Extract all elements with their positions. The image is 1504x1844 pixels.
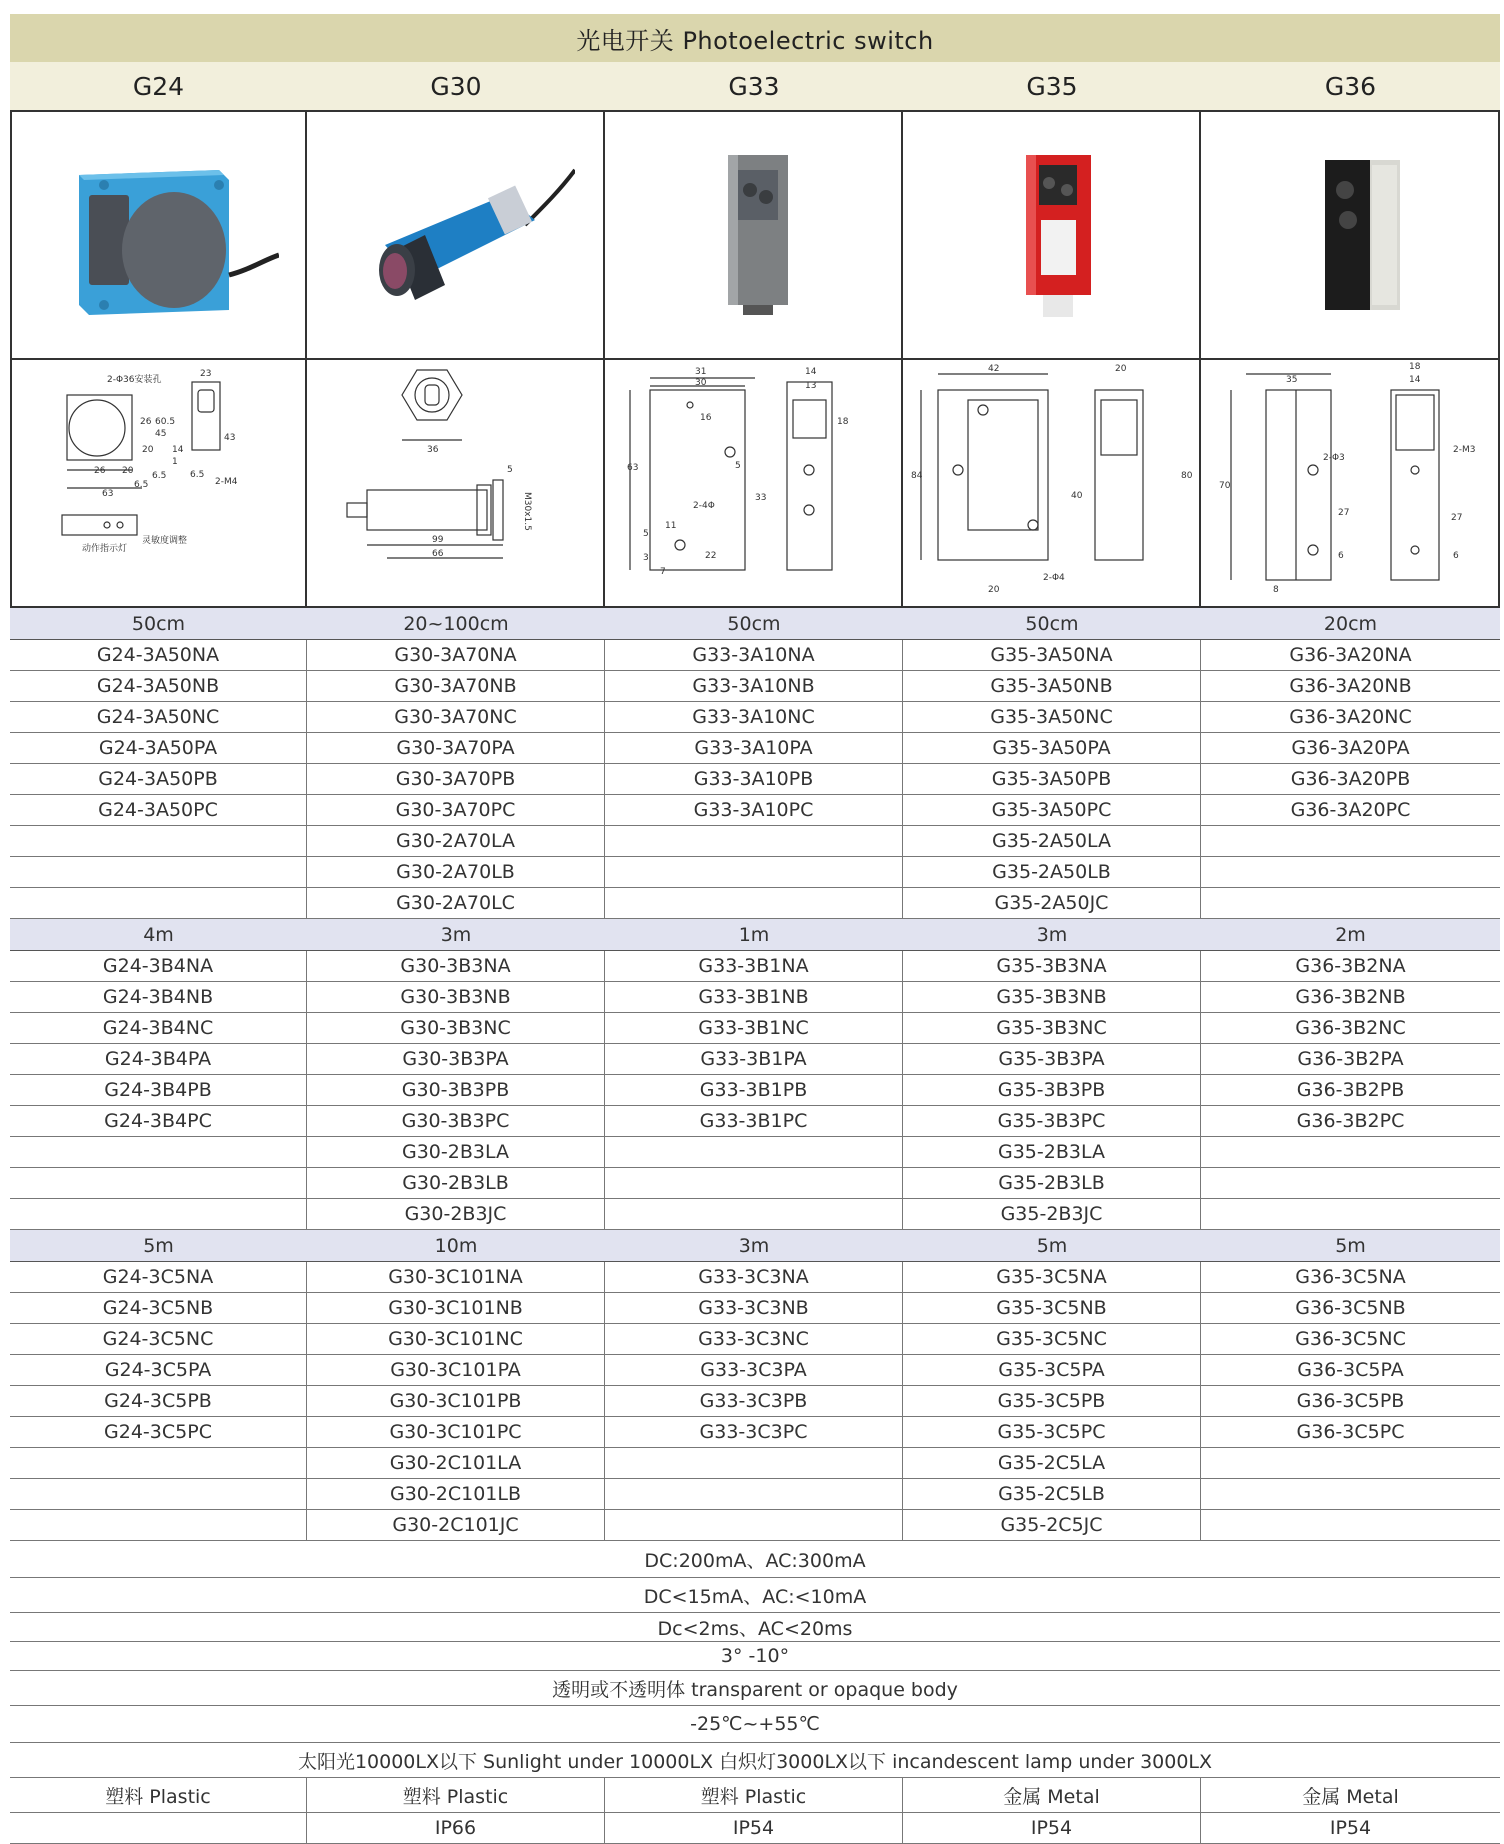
product-photo-g36	[1201, 112, 1500, 358]
spec-ambient-light: 太阳光10000LX以下 Sunlight under 10000LX 白炽灯3000LX以下 incandescent lamp under 3000LX	[10, 1743, 1500, 1778]
model-cell: G36-3B2PA	[1297, 1048, 1404, 1070]
model-cell: G30-3A70PC	[307, 795, 605, 825]
model-cell: G36-3B2NA	[1295, 955, 1406, 977]
model-cell: G35-3C5PA	[903, 1355, 1201, 1385]
model-cell: G24-3B4PA	[10, 1044, 307, 1074]
protection-cell: IP54	[605, 1813, 903, 1843]
table-row	[10, 1479, 1500, 1510]
dim-label: 14	[805, 367, 817, 377]
protection-cell: IP54	[903, 1813, 1201, 1843]
table-row	[10, 1137, 1500, 1168]
model-cell: G35-2C5LB	[903, 1479, 1201, 1509]
dimension-drawing-g35	[903, 360, 1201, 606]
model-cell: G35-2A50JC	[903, 888, 1201, 918]
table-row	[10, 1448, 1500, 1479]
dim-label: 22	[705, 551, 717, 561]
model-cell	[1201, 826, 1500, 856]
dim-label: 2-4Φ	[693, 501, 715, 511]
dim-label: 43	[224, 433, 236, 443]
model-cell: G35-3B3NC	[903, 1013, 1201, 1043]
model-cell: G35-3C5NB	[903, 1293, 1201, 1323]
table-row	[10, 671, 1500, 702]
spec-sheet	[10, 14, 1500, 1844]
range-row	[10, 919, 1500, 951]
model-cell: G36-3A20NC	[1289, 706, 1412, 728]
spec-target: 透明或不透明体 transparent or opaque body	[10, 1671, 1500, 1706]
model-cell	[605, 857, 903, 887]
model-cell	[10, 1199, 307, 1229]
table-row	[10, 1293, 1500, 1324]
model-cell	[1201, 1168, 1500, 1198]
dim-label: 20	[1115, 364, 1127, 374]
dim-label: 18	[1409, 362, 1421, 372]
model-cell: G30-3B3NC	[307, 1013, 605, 1043]
model-cell: G30-3A70PA	[307, 733, 605, 763]
model-cell: G24-3A50PA	[10, 733, 307, 763]
protection-cell: IP66	[307, 1813, 605, 1843]
model-cell: G33-3A10PB	[605, 764, 903, 794]
model-cell: G33-3A10NA	[605, 640, 903, 670]
table-row	[10, 1106, 1500, 1137]
model-cell: G33-3B1PC	[605, 1106, 903, 1136]
product-photo-g30	[307, 112, 605, 358]
model-cell: G35-3A50NC	[903, 702, 1201, 732]
dim-label: 40	[1071, 491, 1083, 501]
model-cell: G24-3B4NA	[10, 951, 307, 981]
model-cell: G36-3A20NB	[1289, 675, 1412, 697]
dim-label: 16	[700, 413, 712, 423]
model-cell	[1201, 857, 1500, 887]
dim-label: 31	[695, 367, 707, 377]
dim-label: 80	[1181, 471, 1193, 481]
material-cell: 塑料 Plastic	[307, 1778, 605, 1812]
product-photo-g35	[903, 112, 1201, 358]
model-cell: G36-3B2NC	[1295, 1017, 1406, 1039]
model-cell: G24-3A50NA	[10, 640, 307, 670]
table-row	[10, 1510, 1500, 1541]
model-header: G30	[430, 71, 482, 101]
material-cell: 塑料 Plastic	[10, 1778, 307, 1812]
model-cell: G36-3C5NB	[1295, 1297, 1406, 1319]
spec-temperature: -25℃~+55℃	[10, 1706, 1500, 1743]
table-row	[10, 951, 1500, 982]
model-cell	[605, 1168, 903, 1198]
model-cell: G33-3B1NA	[605, 951, 903, 981]
model-cell	[10, 1448, 307, 1478]
model-cell: G30-3A70NA	[307, 640, 605, 670]
model-cell	[605, 1137, 903, 1167]
dimension-drawing-g33	[605, 360, 903, 606]
model-cell: G30-3A70NB	[307, 671, 605, 701]
range-cell: 4m	[143, 923, 174, 946]
range-cell: 3m	[440, 923, 472, 946]
model-cell: G36-3C5PA	[1297, 1359, 1404, 1381]
model-cell: G30-3A70NC	[307, 702, 605, 732]
model-cell: G36-3C5PB	[1296, 1390, 1405, 1412]
table-row	[10, 1044, 1500, 1075]
model-cell: G33-3C3NB	[605, 1293, 903, 1323]
model-cell: G30-3B3NA	[307, 951, 605, 981]
material-cell: 金属 Metal	[903, 1778, 1201, 1812]
model-cell: G30-3C101NB	[307, 1293, 605, 1323]
model-cell	[10, 1168, 307, 1198]
dim-label: 8	[1273, 585, 1279, 595]
model-cell: G24-3C5NB	[10, 1293, 307, 1323]
model-cell: G35-3C5NA	[903, 1262, 1201, 1292]
model-cell: G30-3B3PA	[307, 1044, 605, 1074]
model-cell	[1201, 1448, 1500, 1478]
model-cell: G30-2A70LB	[307, 857, 605, 887]
model-cell: G33-3A10PA	[605, 733, 903, 763]
model-cell: G30-3C101PA	[307, 1355, 605, 1385]
model-cell	[605, 1448, 903, 1478]
model-cell: G33-3B1NC	[605, 1013, 903, 1043]
model-cell: G24-3B4PC	[10, 1106, 307, 1136]
table-row	[10, 1386, 1500, 1417]
model-cell: G24-3C5PC	[10, 1417, 307, 1447]
model-cell: G24-3C5NA	[10, 1262, 307, 1292]
range-cell: 50cm	[131, 612, 186, 635]
range-cell: 5m	[143, 1234, 174, 1257]
model-header-row	[10, 62, 1500, 110]
range-cell: 5m	[1036, 1234, 1068, 1257]
material-cell: 金属 Metal	[1302, 1785, 1399, 1808]
table-row	[10, 1355, 1500, 1386]
range-cell: 2m	[1335, 923, 1366, 946]
model-cell: G24-3A50PB	[10, 764, 307, 794]
table-row	[10, 1199, 1500, 1230]
model-cell: G24-3B4NB	[10, 982, 307, 1012]
model-cell: G35-3A50PA	[903, 733, 1201, 763]
model-cell: G24-3B4NC	[10, 1013, 307, 1043]
model-cell: G33-3A10PC	[605, 795, 903, 825]
model-cell: G33-3C3NA	[605, 1262, 903, 1292]
dim-label: 26	[94, 466, 106, 476]
dim-label: 2-M3	[1453, 445, 1476, 455]
model-cell: G24-3C5NC	[10, 1324, 307, 1354]
model-cell: G30-3C101PC	[307, 1417, 605, 1447]
model-cell: G36-3B2PB	[1296, 1079, 1405, 1101]
model-cell: G35-3B3PB	[903, 1075, 1201, 1105]
model-cell: G35-2B3LB	[903, 1168, 1201, 1198]
dim-label: 11	[665, 521, 677, 531]
model-cell: G35-3C5NC	[903, 1324, 1201, 1354]
model-cell	[10, 1479, 307, 1509]
range-cell: 1m	[738, 923, 770, 946]
model-cell	[605, 1199, 903, 1229]
dim-label: 6.5	[152, 471, 167, 481]
table-row	[10, 1013, 1500, 1044]
dim-label: 13	[805, 381, 817, 391]
dim-label: 35	[1286, 375, 1298, 385]
dim-label: 70	[1219, 481, 1231, 491]
model-cell: G24-3C5PB	[10, 1386, 307, 1416]
model-cell: G36-3C5PC	[1296, 1421, 1405, 1443]
table-row	[10, 733, 1500, 764]
model-cell: G36-3B2PC	[1296, 1110, 1405, 1132]
dim-label: 84	[911, 471, 923, 481]
table-row	[10, 702, 1500, 733]
model-cell: G35-3B3PA	[903, 1044, 1201, 1074]
model-cell: G33-3C3PC	[605, 1417, 903, 1447]
dim-label: 33	[755, 493, 767, 503]
model-cell	[1201, 1510, 1500, 1540]
product-photo-g24	[10, 112, 307, 358]
dim-label: 5	[735, 461, 741, 471]
model-header: G24	[132, 71, 185, 101]
model-cell: G35-3A50NB	[903, 671, 1201, 701]
dim-label: 60.5	[155, 417, 176, 427]
model-cell	[10, 888, 307, 918]
model-cell: G30-2B3LB	[307, 1168, 605, 1198]
model-cell	[1201, 1137, 1500, 1167]
model-cell: G35-2C5LA	[903, 1448, 1201, 1478]
dim-label: 5	[643, 529, 649, 539]
spec-leakage-current: DC<15mA、AC:<10mA	[10, 1578, 1500, 1613]
protection-cell	[10, 1813, 307, 1843]
dim-label: 66	[432, 549, 444, 559]
model-cell: G30-3B3NB	[307, 982, 605, 1012]
table-row	[10, 795, 1500, 826]
model-cell: G36-3A20NA	[1289, 644, 1412, 666]
model-cell: G33-3C3PB	[605, 1386, 903, 1416]
model-cell: G33-3C3NC	[605, 1324, 903, 1354]
model-cell: G30-3C101PB	[307, 1386, 605, 1416]
model-cell: G30-2C101LB	[307, 1479, 605, 1509]
dim-label: M30x1.5	[522, 492, 532, 531]
model-cell: G36-3C5NC	[1295, 1328, 1406, 1350]
range-cell: 20~100cm	[403, 612, 509, 635]
dim-label: 2-Φ36安装孔	[107, 375, 162, 385]
model-cell	[605, 1479, 903, 1509]
dim-label: 20	[122, 466, 134, 476]
model-cell: G30-2B3JC	[307, 1199, 605, 1229]
model-cell: G33-3A10NB	[605, 671, 903, 701]
model-cell: G24-3A50PC	[10, 795, 307, 825]
model-cell: G35-2A50LB	[903, 857, 1201, 887]
model-cell: G24-3B4PB	[10, 1075, 307, 1105]
dim-label: 7	[660, 567, 666, 577]
product-photo-row	[10, 110, 1500, 360]
range-cell: 3m	[738, 1234, 770, 1257]
model-cell: G36-3A20PB	[1290, 768, 1411, 790]
range-cell: 50cm	[1025, 612, 1079, 635]
model-cell: G35-3A50PB	[903, 764, 1201, 794]
model-cell: G33-3A10NC	[605, 702, 903, 732]
model-cell: G35-3A50PC	[903, 795, 1201, 825]
table-row	[10, 1168, 1500, 1199]
dim-label: 2-Φ3	[1323, 453, 1345, 463]
model-header: G33	[728, 71, 780, 101]
range-cell: 5m	[1335, 1234, 1366, 1257]
table-row	[10, 982, 1500, 1013]
model-cell: G35-3B3PC	[903, 1106, 1201, 1136]
model-cell: G30-2B3LA	[307, 1137, 605, 1167]
protection-row	[10, 1813, 1500, 1844]
model-header: G35	[1026, 71, 1078, 101]
model-cell: G35-2B3JC	[903, 1199, 1201, 1229]
dim-label: 23	[200, 369, 212, 379]
spec-output-current: DC:200mA、AC:300mA	[10, 1541, 1500, 1578]
model-cell: G30-2C101JC	[307, 1510, 605, 1540]
model-cell: G36-3A20PC	[1290, 799, 1411, 821]
model-cell: G33-3B1PB	[605, 1075, 903, 1105]
dim-label: 18	[837, 417, 849, 427]
dim-label: 42	[988, 364, 1000, 374]
dim-label: 63	[627, 463, 639, 473]
model-cell: G33-3B1PA	[605, 1044, 903, 1074]
model-cell: G33-3B1NB	[605, 982, 903, 1012]
material-row	[10, 1778, 1500, 1813]
dim-label: 27	[1451, 513, 1463, 523]
dimension-drawing-g24	[10, 360, 307, 606]
model-cell: G35-3C5PB	[903, 1386, 1201, 1416]
model-cell: G30-3B3PB	[307, 1075, 605, 1105]
page-title: 光电开关 Photoelectric switch	[10, 14, 1500, 62]
dim-label: 灵敏度调整	[142, 536, 188, 546]
spec-angle: 3° -10°	[10, 1642, 1500, 1671]
model-cell: G36-3B2NB	[1295, 986, 1406, 1008]
product-photo-g33	[605, 112, 903, 358]
model-cell: G30-2A70LC	[307, 888, 605, 918]
table-row	[10, 764, 1500, 795]
dim-label: 99	[432, 535, 444, 545]
range-cell: 50cm	[727, 612, 781, 635]
dim-label: 14	[172, 445, 184, 455]
table-row	[10, 857, 1500, 888]
model-cell: G35-3B3NB	[903, 982, 1201, 1012]
dim-label: 1	[172, 457, 178, 467]
model-cell: G35-2B3LA	[903, 1137, 1201, 1167]
dim-label: 2-Φ4	[1043, 573, 1065, 583]
model-cell: G24-3A50NB	[10, 671, 307, 701]
table-row	[10, 1262, 1500, 1293]
model-cell: G30-2A70LA	[307, 826, 605, 856]
dim-label: 5	[507, 465, 513, 475]
dim-label: 14	[1409, 375, 1421, 385]
dimension-drawing-g36	[1201, 360, 1500, 606]
table-row	[10, 640, 1500, 671]
model-cell	[10, 1137, 307, 1167]
spec-response-time: Dc<2ms、AC<20ms	[10, 1613, 1500, 1642]
dim-label: 26	[140, 417, 152, 427]
model-cell	[10, 826, 307, 856]
material-cell: 塑料 Plastic	[605, 1778, 903, 1812]
dim-label: 6.5	[190, 470, 205, 480]
dim-label: 6	[1453, 551, 1459, 561]
model-header: G36	[1324, 71, 1377, 101]
dim-label: 20	[988, 585, 1000, 595]
dim-label: 6	[1338, 551, 1344, 561]
range-cell: 3m	[1036, 923, 1068, 946]
model-cell	[10, 857, 307, 887]
model-cell: G30-2C101LA	[307, 1448, 605, 1478]
dim-label: 63	[102, 489, 114, 499]
model-cell	[605, 1510, 903, 1540]
model-cell: G24-3A50NC	[10, 702, 307, 732]
dim-label: 动作指示灯	[82, 544, 128, 554]
dimension-drawing-g30	[307, 360, 605, 606]
table-row	[10, 1075, 1500, 1106]
model-cell: G30-3C101NA	[307, 1262, 605, 1292]
dim-label: 6.5	[134, 480, 149, 490]
dim-label: 27	[1338, 508, 1350, 518]
model-cell: G35-3C5PC	[903, 1417, 1201, 1447]
range-row	[10, 1230, 1500, 1262]
dim-label: 20	[142, 445, 154, 455]
range-cell: 20cm	[1323, 612, 1378, 635]
model-cell: G33-3C3PA	[605, 1355, 903, 1385]
model-cell: G35-2C5JC	[903, 1510, 1201, 1540]
protection-cell: IP54	[1329, 1817, 1372, 1839]
dimension-drawing-row	[10, 360, 1500, 608]
model-cell	[605, 888, 903, 918]
model-cell: G35-3A50NA	[903, 640, 1201, 670]
table-row	[10, 826, 1500, 857]
table-row	[10, 1324, 1500, 1355]
model-cell	[1201, 1479, 1500, 1509]
model-cell	[605, 826, 903, 856]
model-cell: G30-3B3PC	[307, 1106, 605, 1136]
model-cell: G36-3A20PA	[1291, 737, 1410, 759]
model-cell	[1201, 1199, 1500, 1229]
model-cell: G30-3A70PB	[307, 764, 605, 794]
model-cell: G35-2A50LA	[903, 826, 1201, 856]
dim-label: 3	[643, 553, 649, 563]
model-cell: G30-3C101NC	[307, 1324, 605, 1354]
dim-label: 45	[155, 429, 167, 439]
model-cell: G35-3B3NA	[903, 951, 1201, 981]
dim-label: 30	[695, 378, 707, 388]
model-cell: G36-3C5NA	[1295, 1266, 1406, 1288]
table-row	[10, 888, 1500, 919]
model-cell: G24-3C5PA	[10, 1355, 307, 1385]
dim-label: 36	[427, 445, 439, 455]
model-cell	[10, 1510, 307, 1540]
dim-label: 2-M4	[215, 477, 238, 487]
range-cell: 10m	[434, 1234, 478, 1257]
table-row	[10, 1417, 1500, 1448]
range-row	[10, 608, 1500, 640]
model-cell	[1201, 888, 1500, 918]
